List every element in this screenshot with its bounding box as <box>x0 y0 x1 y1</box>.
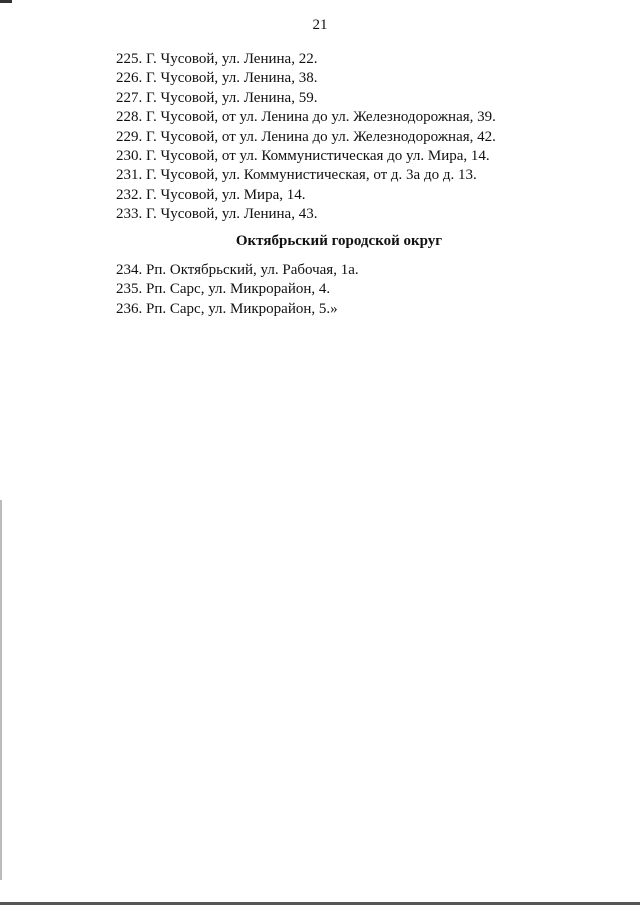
list-item: 234. Рп. Октябрьский, ул. Рабочая, 1а. <box>116 262 359 278</box>
section-heading: Октябрьский городской округ <box>235 233 443 249</box>
scan-edge-line <box>0 500 2 880</box>
list-item: 229. Г. Чусовой, от ул. Ленина до ул. Железнодорожная, 42. <box>116 128 496 145</box>
address-list-oktyabrsky <box>116 261 359 319</box>
list-item: 231. Г. Чусовой, ул. Коммунистическая, от д. 3а до д. 13. <box>116 167 477 184</box>
list-item: 227. Г. Чусовой, ул. Ленина, 59. <box>116 89 318 106</box>
page-number: 21 <box>312 17 328 33</box>
list-item: 226. Г. Чусовой, ул. Ленина, 38. <box>116 70 318 87</box>
list-item: 236. Рп. Сарс, ул. Микрорайон, 5.» <box>116 300 338 317</box>
list-item: 228. Г. Чусовой, от ул. Ленина до ул. Железнодорожная, 39. <box>116 109 496 126</box>
list-item: 230. Г. Чусовой, от ул. Коммунистическая до ул. Мира, 14. <box>116 148 490 165</box>
list-item: 232. Г. Чусовой, ул. Мира, 14. <box>116 186 306 203</box>
scan-edge-mark <box>0 0 12 3</box>
list-item: 225. Г. Чусовой, ул. Ленина, 22. <box>116 51 318 67</box>
address-list-chusovoy <box>116 50 496 225</box>
list-item: 235. Рп. Сарс, ул. Микрорайон, 4. <box>116 281 331 298</box>
list-item: 233. Г. Чусовой, ул. Ленина, 43. <box>116 206 318 223</box>
